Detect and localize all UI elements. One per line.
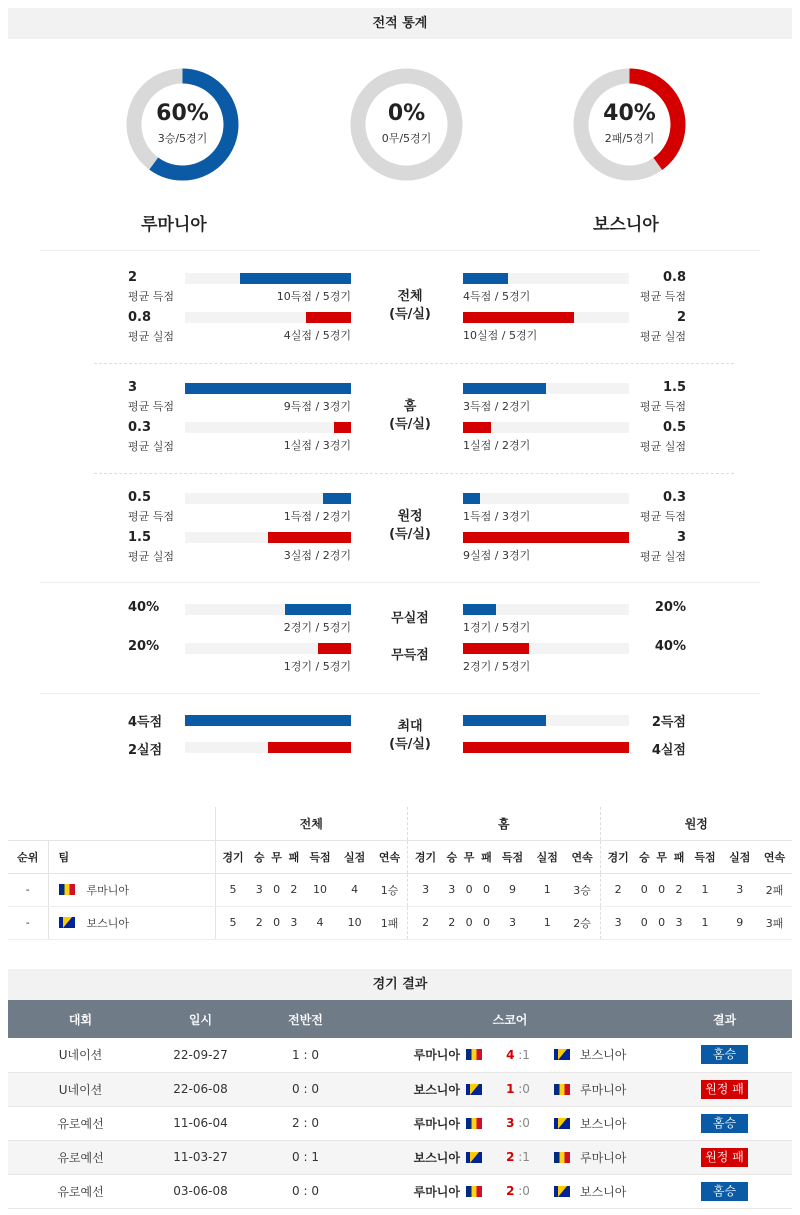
col-all-0: 경기 (215, 840, 251, 873)
away-avg-scored-label: 평균 득점 (639, 510, 686, 523)
stat-label: 전체 (397, 289, 423, 304)
stat-cell: 1패 (372, 906, 408, 939)
stat-label: 원정 (397, 509, 423, 524)
results-table (8, 1000, 792, 1209)
standings-table (8, 807, 792, 940)
away-team[interactable]: 루마니아 (580, 1150, 627, 1165)
team-cell[interactable] (48, 873, 215, 906)
home-conceded-bar-track (185, 312, 351, 323)
away-avg-scored-label: 평균 득점 (639, 290, 686, 303)
home-team[interactable]: 루마니아 (413, 1048, 460, 1063)
col-date: 일시 (153, 1000, 248, 1038)
score-separator: : (518, 1082, 523, 1096)
away-conceded-caption: 1실점 / 2경기 (463, 439, 531, 452)
stat-cell: 0 (636, 873, 653, 906)
away-noscore-bar-track (463, 643, 629, 654)
stat-cell: 3 (285, 906, 302, 939)
col-all-1: 승 (251, 840, 268, 873)
away-clean-bar (463, 604, 496, 615)
no-score-label: 무득점 (391, 648, 429, 663)
standings-row (8, 873, 792, 906)
group-all: 전체 (215, 807, 408, 840)
date-cell: 22-09-27 (153, 1038, 248, 1072)
away-team-cell (548, 1174, 657, 1208)
rank-header: 순위 (8, 840, 48, 873)
home-noscore-caption: 1경기 / 5경기 (283, 660, 351, 673)
home-max-conceded: 2실점 (128, 743, 163, 758)
home-avg-scored: 2 (128, 270, 138, 285)
away-max-conceded-bar (463, 742, 629, 753)
half-score-cell: 0 : 0 (248, 1174, 363, 1208)
home-avg-scored-label: 평균 득점 (128, 510, 175, 523)
stat-cell: 4 (303, 906, 338, 939)
divider (40, 582, 760, 583)
col-home-2: 무 (460, 840, 477, 873)
col-home-4: 득점 (495, 840, 530, 873)
home-scored-bar (240, 273, 351, 284)
away-scored-caption: 4득점 / 5경기 (463, 290, 531, 303)
home-clean-sheet-pct: 40% (128, 600, 160, 615)
home-avg-conceded: 0.8 (128, 310, 152, 325)
stat-cell: 2 (670, 873, 687, 906)
bosnia-flag-icon (554, 1118, 570, 1129)
bosnia-flag-icon (59, 917, 75, 928)
col-home-6: 연속 (565, 840, 601, 873)
romania-flag-icon (466, 1118, 482, 1129)
home-conceded-bar-track (185, 532, 351, 543)
stat-label: 홈 (403, 399, 417, 414)
rank-cell: - (8, 873, 48, 906)
away-avg-conceded-label: 평균 실점 (639, 330, 686, 343)
away-team[interactable]: 보스니아 (580, 1184, 627, 1199)
col-score: 스코어 (363, 1000, 657, 1038)
competition-cell: 유로예선 (8, 1106, 153, 1140)
col-all-3: 패 (285, 840, 302, 873)
stat-cell: 0 (460, 873, 477, 906)
score-cell (488, 1106, 548, 1140)
romania-flag-icon (554, 1152, 570, 1163)
team-name-link[interactable]: 보스니아 (86, 916, 130, 930)
away-score: 0 (522, 1116, 530, 1130)
home-avg-conceded-label: 평균 실점 (128, 440, 175, 453)
home-conceded-caption: 1실점 / 3경기 (283, 439, 351, 452)
away-score: 0 (522, 1184, 530, 1198)
stat-cell: 1 (530, 906, 565, 939)
home-team-cell (363, 1038, 488, 1072)
donut-draw-sub: 0무/5경기 (381, 132, 432, 145)
stat-cell: 0 (268, 873, 285, 906)
stat-cell: 1 (530, 873, 565, 906)
col-away-5: 실점 (722, 840, 757, 873)
home-score: 3 (506, 1116, 515, 1130)
col-away-1: 승 (636, 840, 653, 873)
home-clean-bar (285, 604, 351, 615)
away-team-cell (548, 1072, 657, 1106)
away-team[interactable]: 보스니아 (580, 1116, 627, 1131)
bosnia-flag-icon (554, 1049, 570, 1060)
away-max-scored-bar (463, 715, 546, 726)
group-away: 원정 (600, 807, 792, 840)
home-max-scored-bar-track (185, 715, 351, 726)
result-row (8, 1106, 792, 1140)
donut-loss (567, 62, 692, 187)
stat-cell: 3 (670, 906, 687, 939)
stat-cell: 1 (688, 873, 723, 906)
stat-cell: 2승 (565, 906, 601, 939)
away-team[interactable]: 루마니아 (580, 1082, 627, 1097)
result-cell (657, 1072, 792, 1106)
romania-flag-icon (466, 1186, 482, 1197)
stat-cell: 1승 (372, 873, 408, 906)
romania-flag-icon (466, 1049, 482, 1060)
bosnia-flag-icon (466, 1084, 482, 1095)
col-half: 전반전 (248, 1000, 363, 1038)
score-separator: : (518, 1150, 523, 1164)
home-avg-conceded: 1.5 (128, 530, 152, 545)
result-row (8, 1174, 792, 1208)
stat-cell: 2 (285, 873, 302, 906)
col-home-1: 승 (443, 840, 460, 873)
home-scored-bar-track (185, 493, 351, 504)
max-label-sub: (득/실) (389, 737, 431, 752)
away-noscore-caption: 2경기 / 5경기 (463, 660, 531, 673)
col-home-5: 실점 (530, 840, 565, 873)
home-avg-conceded: 0.3 (128, 420, 152, 435)
donut-win-sub: 3승/5경기 (157, 132, 208, 145)
home-score: 4 (506, 1047, 515, 1062)
away-max-scored-bar-track (463, 715, 629, 726)
stat-cell: 3 (495, 906, 530, 939)
score-cell (488, 1072, 548, 1106)
home-avg-scored: 3 (128, 380, 138, 395)
result-badge: 원정 패 (701, 1080, 748, 1099)
home-max-scored: 4득점 (128, 715, 163, 730)
score-separator: : (518, 1116, 523, 1130)
result-badge: 홈승 (701, 1114, 748, 1133)
result-cell (657, 1106, 792, 1140)
home-avg-scored: 0.5 (128, 490, 152, 505)
half-score-cell: 1 : 0 (248, 1038, 363, 1072)
score-separator: : (518, 1184, 523, 1198)
clean-sheet-label: 무실점 (391, 611, 429, 626)
away-max-conceded-bar-track (463, 742, 629, 753)
stat-cell: 0 (478, 906, 495, 939)
away-avg-scored: 0.3 (662, 490, 686, 505)
home-team[interactable]: 루마니아 (413, 1184, 460, 1199)
home-avg-conceded-label: 평균 실점 (128, 330, 175, 343)
home-max-conceded-bar-track (185, 742, 351, 753)
away-avg-scored: 1.5 (662, 380, 686, 395)
divider (40, 250, 760, 251)
score-cell (488, 1140, 548, 1174)
team-name-link[interactable]: 루마니아 (86, 883, 130, 897)
result-badge: 홈승 (701, 1045, 748, 1064)
home-scored-bar (185, 383, 351, 394)
away-scored-caption: 1득점 / 3경기 (463, 510, 531, 523)
romania-flag-icon (554, 1084, 570, 1095)
col-result: 결과 (657, 1000, 792, 1038)
home-conceded-bar (334, 422, 351, 433)
home-conceded-bar-track (185, 422, 351, 433)
home-scored-caption: 9득점 / 3경기 (283, 400, 351, 413)
competition-cell: U네이션 (8, 1072, 153, 1106)
result-row (8, 1038, 792, 1072)
stat-cell: 10 (337, 906, 372, 939)
col-home-0: 경기 (408, 840, 444, 873)
away-avg-scored: 0.8 (662, 270, 686, 285)
away-team[interactable]: 보스니아 (580, 1048, 627, 1063)
date-cell: 22-06-08 (153, 1072, 248, 1106)
away-avg-conceded-label: 평균 실점 (639, 550, 686, 563)
away-scored-bar (463, 273, 508, 284)
donut-loss-sub: 2패/5경기 (604, 132, 655, 145)
stat-cell: 0 (653, 906, 670, 939)
col-all-5: 실점 (337, 840, 372, 873)
home-clean-bar-track (185, 604, 351, 615)
home-avg-scored-label: 평균 득점 (128, 400, 175, 413)
competition-cell: U네이션 (8, 1038, 153, 1072)
date-cell: 11-03-27 (153, 1140, 248, 1174)
home-team-name: 루마니아 (141, 215, 207, 235)
result-cell (657, 1140, 792, 1174)
result-badge: 홈승 (701, 1182, 748, 1201)
stat-cell: 3 (443, 873, 460, 906)
away-clean-caption: 1경기 / 5경기 (463, 621, 531, 634)
donut-row (0, 62, 800, 187)
stat-cell: 0 (653, 873, 670, 906)
home-team[interactable]: 보스니아 (413, 1150, 460, 1165)
home-conceded-caption: 3실점 / 2경기 (283, 549, 351, 562)
home-max-scored-bar (185, 715, 351, 726)
home-score: 2 (506, 1150, 515, 1164)
home-team-cell (363, 1174, 488, 1208)
stat-cell: 5 (215, 906, 251, 939)
away-scored-bar-track (463, 383, 629, 394)
away-team-cell (548, 1106, 657, 1140)
home-scored-bar-track (185, 383, 351, 394)
home-team-cell (363, 1106, 488, 1140)
home-team-cell (363, 1140, 488, 1174)
stats-section-title: 전적 통계 (8, 8, 792, 39)
rank-cell: - (8, 906, 48, 939)
stat-cell: 5 (215, 873, 251, 906)
away-max-scored: 2득점 (651, 715, 686, 730)
half-score-cell: 0 : 1 (248, 1140, 363, 1174)
col-away-4: 득점 (688, 840, 723, 873)
col-all-4: 득점 (303, 840, 338, 873)
result-cell (657, 1038, 792, 1072)
stat-cell: 0 (478, 873, 495, 906)
half-score-cell: 2 : 0 (248, 1106, 363, 1140)
stat-label-sub: (득/실) (389, 307, 431, 322)
away-conceded-bar-track (463, 532, 629, 543)
col-away-0: 경기 (600, 840, 636, 873)
away-avg-scored-label: 평균 득점 (639, 400, 686, 413)
away-scored-bar-track (463, 493, 629, 504)
away-scored-bar (463, 383, 546, 394)
divider (40, 693, 760, 694)
stat-label-sub: (득/실) (389, 527, 431, 542)
col-away-3: 패 (670, 840, 687, 873)
stat-cell: 1 (688, 906, 723, 939)
away-clean-bar-track (463, 604, 629, 615)
home-no-score-pct: 20% (128, 639, 160, 654)
result-badge: 원정 패 (701, 1148, 748, 1167)
group-home: 홈 (408, 807, 601, 840)
result-row (8, 1140, 792, 1174)
home-team[interactable]: 보스니아 (413, 1082, 460, 1097)
home-score: 1 (506, 1082, 515, 1096)
donut-win-pct: 60% (156, 101, 209, 126)
date-cell: 03-06-08 (153, 1174, 248, 1208)
away-team-name: 보스니아 (593, 215, 659, 235)
divider-dashed (94, 363, 734, 364)
away-scored-caption: 3득점 / 2경기 (463, 400, 531, 413)
away-scored-bar-track (463, 273, 629, 284)
home-max-conceded-bar (268, 742, 351, 753)
stat-cell: 9 (495, 873, 530, 906)
stat-cell: 2 (408, 906, 444, 939)
team-header: 팀 (48, 840, 215, 873)
home-team[interactable]: 루마니아 (413, 1116, 460, 1131)
donut-draw (344, 62, 469, 187)
donut-win (120, 62, 245, 187)
away-avg-conceded-label: 평균 실점 (639, 440, 686, 453)
away-avg-conceded: 3 (676, 530, 686, 545)
home-avg-scored-label: 평균 득점 (128, 290, 175, 303)
stat-cell: 3 (408, 873, 444, 906)
standings-row (8, 906, 792, 939)
competition-cell: 유로예선 (8, 1140, 153, 1174)
stat-cell: 3 (600, 906, 636, 939)
stat-cell: 2패 (757, 873, 792, 906)
score-separator: : (518, 1047, 523, 1062)
stat-cell: 3패 (757, 906, 792, 939)
home-clean-caption: 2경기 / 5경기 (283, 621, 351, 634)
away-score: 1 (522, 1150, 530, 1164)
col-away-6: 연속 (757, 840, 792, 873)
away-score: 1 (522, 1047, 530, 1062)
stat-cell: 3 (251, 873, 268, 906)
bosnia-flag-icon (466, 1152, 482, 1163)
stat-cell: 2 (443, 906, 460, 939)
away-score: 0 (522, 1082, 530, 1096)
home-avg-conceded-label: 평균 실점 (128, 550, 175, 563)
stat-cell: 9 (722, 906, 757, 939)
home-scored-caption: 1득점 / 2경기 (283, 510, 351, 523)
stat-cell: 0 (268, 906, 285, 939)
col-away-2: 무 (653, 840, 670, 873)
away-conceded-caption: 10실점 / 5경기 (463, 329, 538, 342)
result-cell (657, 1174, 792, 1208)
away-scored-bar (463, 493, 480, 504)
col-competition: 대회 (8, 1000, 153, 1038)
away-no-score-pct: 40% (654, 639, 686, 654)
away-conceded-bar-track (463, 422, 629, 433)
romania-flag-icon (59, 884, 75, 895)
stat-cell: 3승 (565, 873, 601, 906)
home-scored-bar (323, 493, 351, 504)
home-scored-caption: 10득점 / 5경기 (276, 290, 351, 303)
results-section-title: 경기 결과 (8, 969, 792, 1000)
home-scored-bar-track (185, 273, 351, 284)
divider-dashed (94, 473, 734, 474)
stat-cell: 0 (636, 906, 653, 939)
score-cell (488, 1038, 548, 1072)
competition-cell: 유로예선 (8, 1174, 153, 1208)
half-score-cell: 0 : 0 (248, 1072, 363, 1106)
max-label: 최대 (397, 719, 423, 734)
home-noscore-bar (318, 643, 351, 654)
away-avg-conceded: 0.5 (662, 420, 686, 435)
donut-draw-pct: 0% (387, 101, 426, 126)
away-noscore-bar (463, 643, 529, 654)
away-clean-sheet-pct: 20% (654, 600, 686, 615)
result-row (8, 1072, 792, 1106)
stat-label-sub: (득/실) (389, 417, 431, 432)
score-cell (488, 1174, 548, 1208)
away-conceded-bar (463, 312, 574, 323)
col-all-2: 무 (268, 840, 285, 873)
home-score: 2 (506, 1184, 515, 1198)
home-conceded-bar (306, 312, 351, 323)
away-avg-conceded: 2 (676, 310, 686, 325)
date-cell: 11-06-04 (153, 1106, 248, 1140)
away-conceded-bar (463, 532, 629, 543)
away-conceded-bar (463, 422, 491, 433)
bosnia-flag-icon (554, 1186, 570, 1197)
home-conceded-caption: 4실점 / 5경기 (283, 329, 351, 342)
away-team-cell (548, 1140, 657, 1174)
donut-loss-pct: 40% (603, 101, 656, 126)
home-team-cell (363, 1072, 488, 1106)
team-cell[interactable] (48, 906, 215, 939)
col-all-6: 연속 (372, 840, 408, 873)
away-team-cell (548, 1038, 657, 1072)
stat-cell: 2 (600, 873, 636, 906)
stat-cell: 0 (460, 906, 477, 939)
away-max-conceded: 4실점 (651, 743, 686, 758)
stat-cell: 2 (251, 906, 268, 939)
stat-cell: 3 (722, 873, 757, 906)
home-conceded-bar (268, 532, 351, 543)
away-conceded-bar-track (463, 312, 629, 323)
away-conceded-caption: 9실점 / 3경기 (463, 549, 531, 562)
stat-cell: 10 (303, 873, 338, 906)
col-home-3: 패 (478, 840, 495, 873)
stat-cell: 4 (337, 873, 372, 906)
home-noscore-bar-track (185, 643, 351, 654)
